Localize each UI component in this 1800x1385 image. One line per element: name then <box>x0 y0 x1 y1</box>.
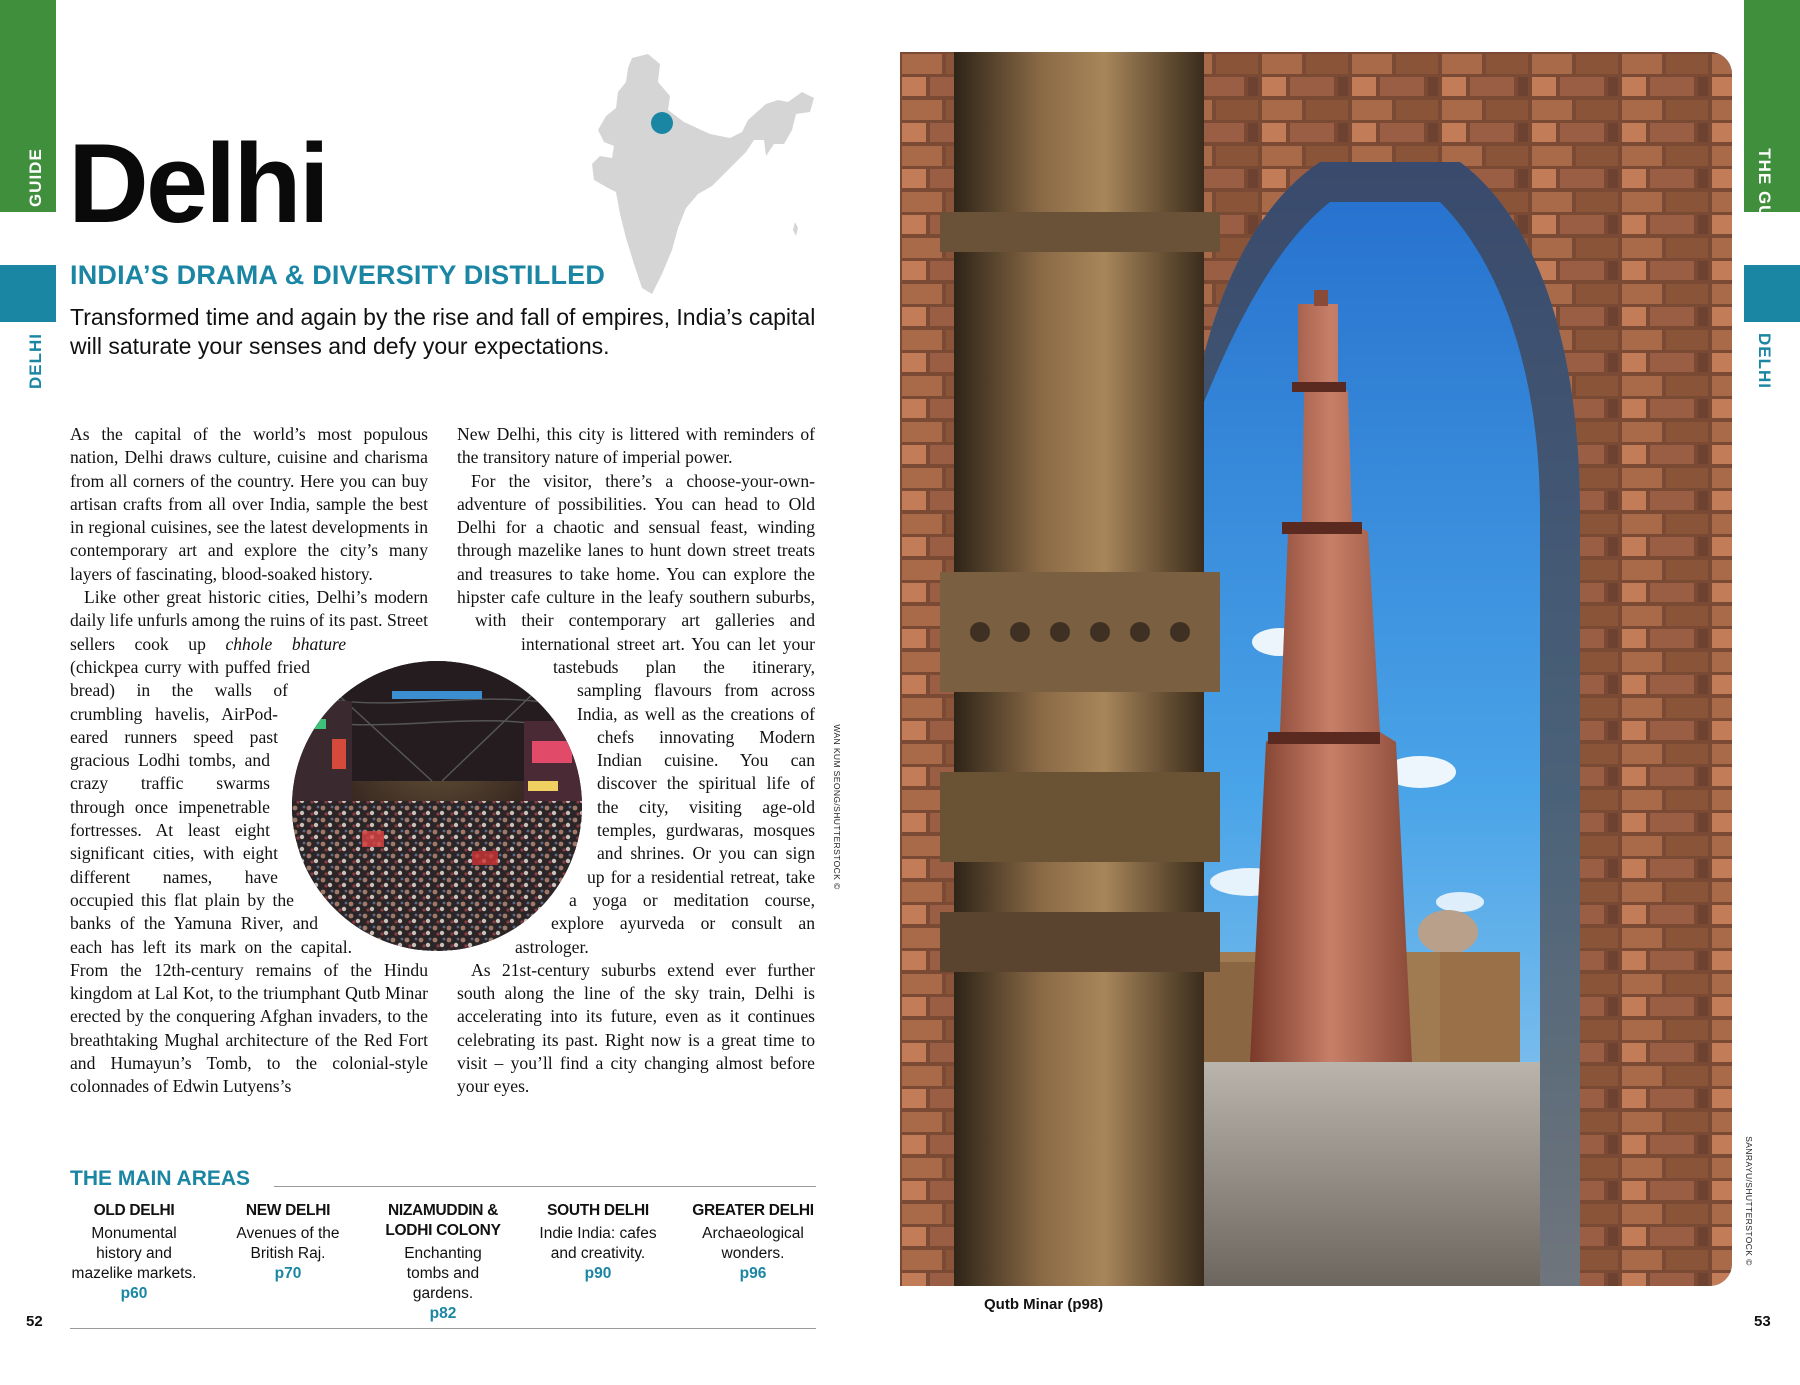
main-area-desc: Monumental history and mazelike markets. p60 <box>71 1225 197 1302</box>
main-area-old-delhi[interactable]: OLD DELHI Monumental history and mazelike markets. p60 <box>71 1202 197 1302</box>
page-number-right: 53 <box>1754 1313 1771 1330</box>
section-tab-right-label: THE GUIDE <box>1755 148 1774 250</box>
body-paragraph-3: New Delhi, this city is littered with reminders of the transitory nature of imperial power. <box>457 424 815 468</box>
chapter-tab-right <box>1744 265 1800 322</box>
main-area-page-link[interactable]: p96 <box>739 1265 767 1282</box>
main-area-page-link[interactable]: p60 <box>120 1285 148 1302</box>
page-subtitle: INDIA’S DRAMA & DIVERSITY DISTILLED <box>70 260 606 290</box>
main-photo-credit: SANRAYU/SHUTTERSTOCK © <box>1744 1136 1754 1266</box>
dish-name-emphasis: chhole bhature <box>225 633 346 654</box>
body-paragraph-4: For the visitor, there’s a choose-your-own-adventure of possibilities. You can head to Old Delhi for a chaotic and sensual feast, winding through mazelike lanes to hunt down street treats and treasures to take home. You can explore the hipster cafe culture in the leafy southern suburbs, with their contemporary art galleries and international street art. You can let your tastebuds plan the itinerary, sampling flavours from across India, as well as the creations of chefs innovating Modern Indian cuisine. You can discover the spiritual life of the city, visiting age-old temples, gurdwaras, mosques and shrines. Or you can sign up for a residential retreat, take a yoga or meditation course, explore ayurveda or consult an astrologer. <box>457 470 815 957</box>
qutb-minar-photo <box>900 52 1732 1286</box>
photo-caption: Qutb Minar (p98) <box>984 1296 1104 1313</box>
body-column-2 <box>457 423 815 1099</box>
footer-rule <box>70 1328 816 1329</box>
main-area-desc: Enchanting tombs and gardens. p82 <box>404 1245 482 1322</box>
chapter-tab-left <box>0 265 56 322</box>
main-area-south-delhi[interactable]: SOUTH DELHI Indie India: cafes and creativity. p90 <box>518 1201 678 1284</box>
page-number-left: 52 <box>26 1313 43 1330</box>
body-paragraph-2: Like other great historic cities, Delhi’s modern daily life unfurls among the ruins of its past. Street sellers cook up chhole bhature (chickpea curry with puffed fried bread) in the walls of crumbling havelis, AirPod-eared runners speed past gracious Lodhi tombs, and crazy traffic swarms through once impenetrable fortresses. At least eight significant cities, with eight different names, have occupied this flat plain by the banks of the Yamuna River, and each has left its mark on the capital. From the 12th-century remains of the Hindu kingdom at Lal Kot, to the triumphant Qutb Minar erected by the conquering Afghan invaders, to the breathtaking Mughal architecture of the Red Fort and Humayun’s Tomb, to the colonial-style colonnades of Edwin Lutyens’s <box>70 587 428 1097</box>
delhi-location-marker <box>651 112 673 134</box>
intro-text: Transformed time and again by the rise and fall of empires, India’s capital will saturate your senses and defy your expectations. <box>70 304 816 359</box>
main-area-desc: Indie India: cafes and creativity. p90 <box>539 1225 657 1282</box>
main-area-desc: Avenues of the British Raj. p70 <box>236 1225 340 1282</box>
main-areas-title: THE MAIN AREAS <box>70 1167 251 1190</box>
chapter-tab-left-label: DELHI <box>26 333 45 389</box>
main-area-nizamuddin-lodhi[interactable]: NIZAMUDDIN & LODHI COLONY Enchanting tombs and gardens. p82 <box>385 1202 501 1322</box>
main-area-new-delhi[interactable]: NEW DELHI Avenues of the British Raj. p70 <box>208 1201 368 1284</box>
main-area-page-link[interactable]: p90 <box>584 1265 612 1282</box>
circle-photo-credit: WAN KUM SEONG/SHUTTERSTOCK © <box>832 724 842 890</box>
main-areas-top-rule <box>274 1186 816 1187</box>
page-title: Delhi <box>68 121 327 246</box>
body-column-1 <box>70 423 428 1099</box>
section-tab-left-label: THE GUIDE <box>26 148 45 250</box>
main-area-desc: Archaeological wonders. p96 <box>702 1225 804 1282</box>
body-paragraph-5: As 21st-century suburbs extend ever further south along the line of the sky train, Delhi is accelerating into its future, even as it continues celebrating its past. Right now is a great time to visit – you’ll find a city changing almost before your eyes. <box>457 959 815 1097</box>
main-area-page-link[interactable]: p70 <box>274 1265 302 1282</box>
body-paragraph-1: As the capital of the world’s most populous nation, Delhi draws culture, cuisine and charisma from all corners of the country. Here you can buy artisan crafts from all over India, sample the best in regional cuisines, see the latest developments in contemporary art and explore the city’s many layers of fascinating, blood-soaked history. <box>70 424 428 584</box>
chapter-tab-right-label: DELHI <box>1755 333 1774 389</box>
india-locator-map <box>590 52 830 300</box>
main-area-page-link[interactable]: p82 <box>429 1305 457 1322</box>
main-area-greater-delhi[interactable]: GREATER DELHI Archaeological wonders. p96 <box>692 1202 814 1282</box>
